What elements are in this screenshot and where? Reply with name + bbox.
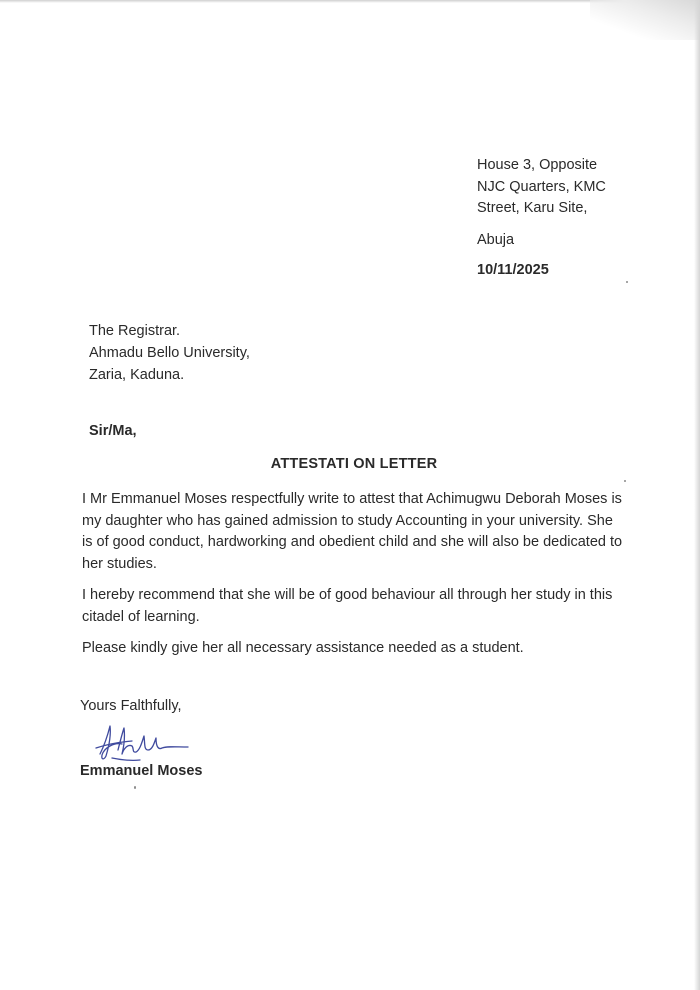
address-city: Abuja [477,231,515,248]
salutation: Sir/Ma, [89,423,137,439]
letter-date: 10/11/2025 [477,262,549,278]
letter-body [82,489,624,670]
recipient-line: Ahmadu Bello University, [89,345,250,361]
scan-speck [626,281,628,283]
scan-speck [134,786,136,789]
address-line: NJC Quarters, KMC [477,178,606,195]
signer-name: Emmanuel Moses [80,763,203,779]
signature-image [92,720,202,766]
recipient-line: The Registrar. [89,323,181,339]
scan-corner-shadow [590,0,700,40]
body-paragraph: Please kindly give her all necessary assistance needed as a student. [82,640,524,656]
recipient-address [89,320,250,386]
closing-line: Yours Falthfully, [80,698,182,714]
body-paragraph: I hereby recommend that she will be of good behaviour all through her study in this citadel of learning. [82,587,613,625]
scan-right-shadow [694,0,700,990]
body-paragraph: I Mr Emmanuel Moses respectfully write to attest that Achimugwu Deborah Moses is my daughter who has gained admission to study Accounting in your university. She is of good conduct, hardworking and obedient child and she will also be dedicated to her studies. [82,491,623,572]
sender-address [477,155,606,282]
recipient-line: Zaria, Kaduna. [89,367,185,383]
letter-subject: ATTESTATI ON LETTER [270,456,438,472]
address-line: Street, Karu Site, [477,200,588,216]
address-line: House 3, Opposite [477,157,598,173]
scan-speck [624,480,626,482]
